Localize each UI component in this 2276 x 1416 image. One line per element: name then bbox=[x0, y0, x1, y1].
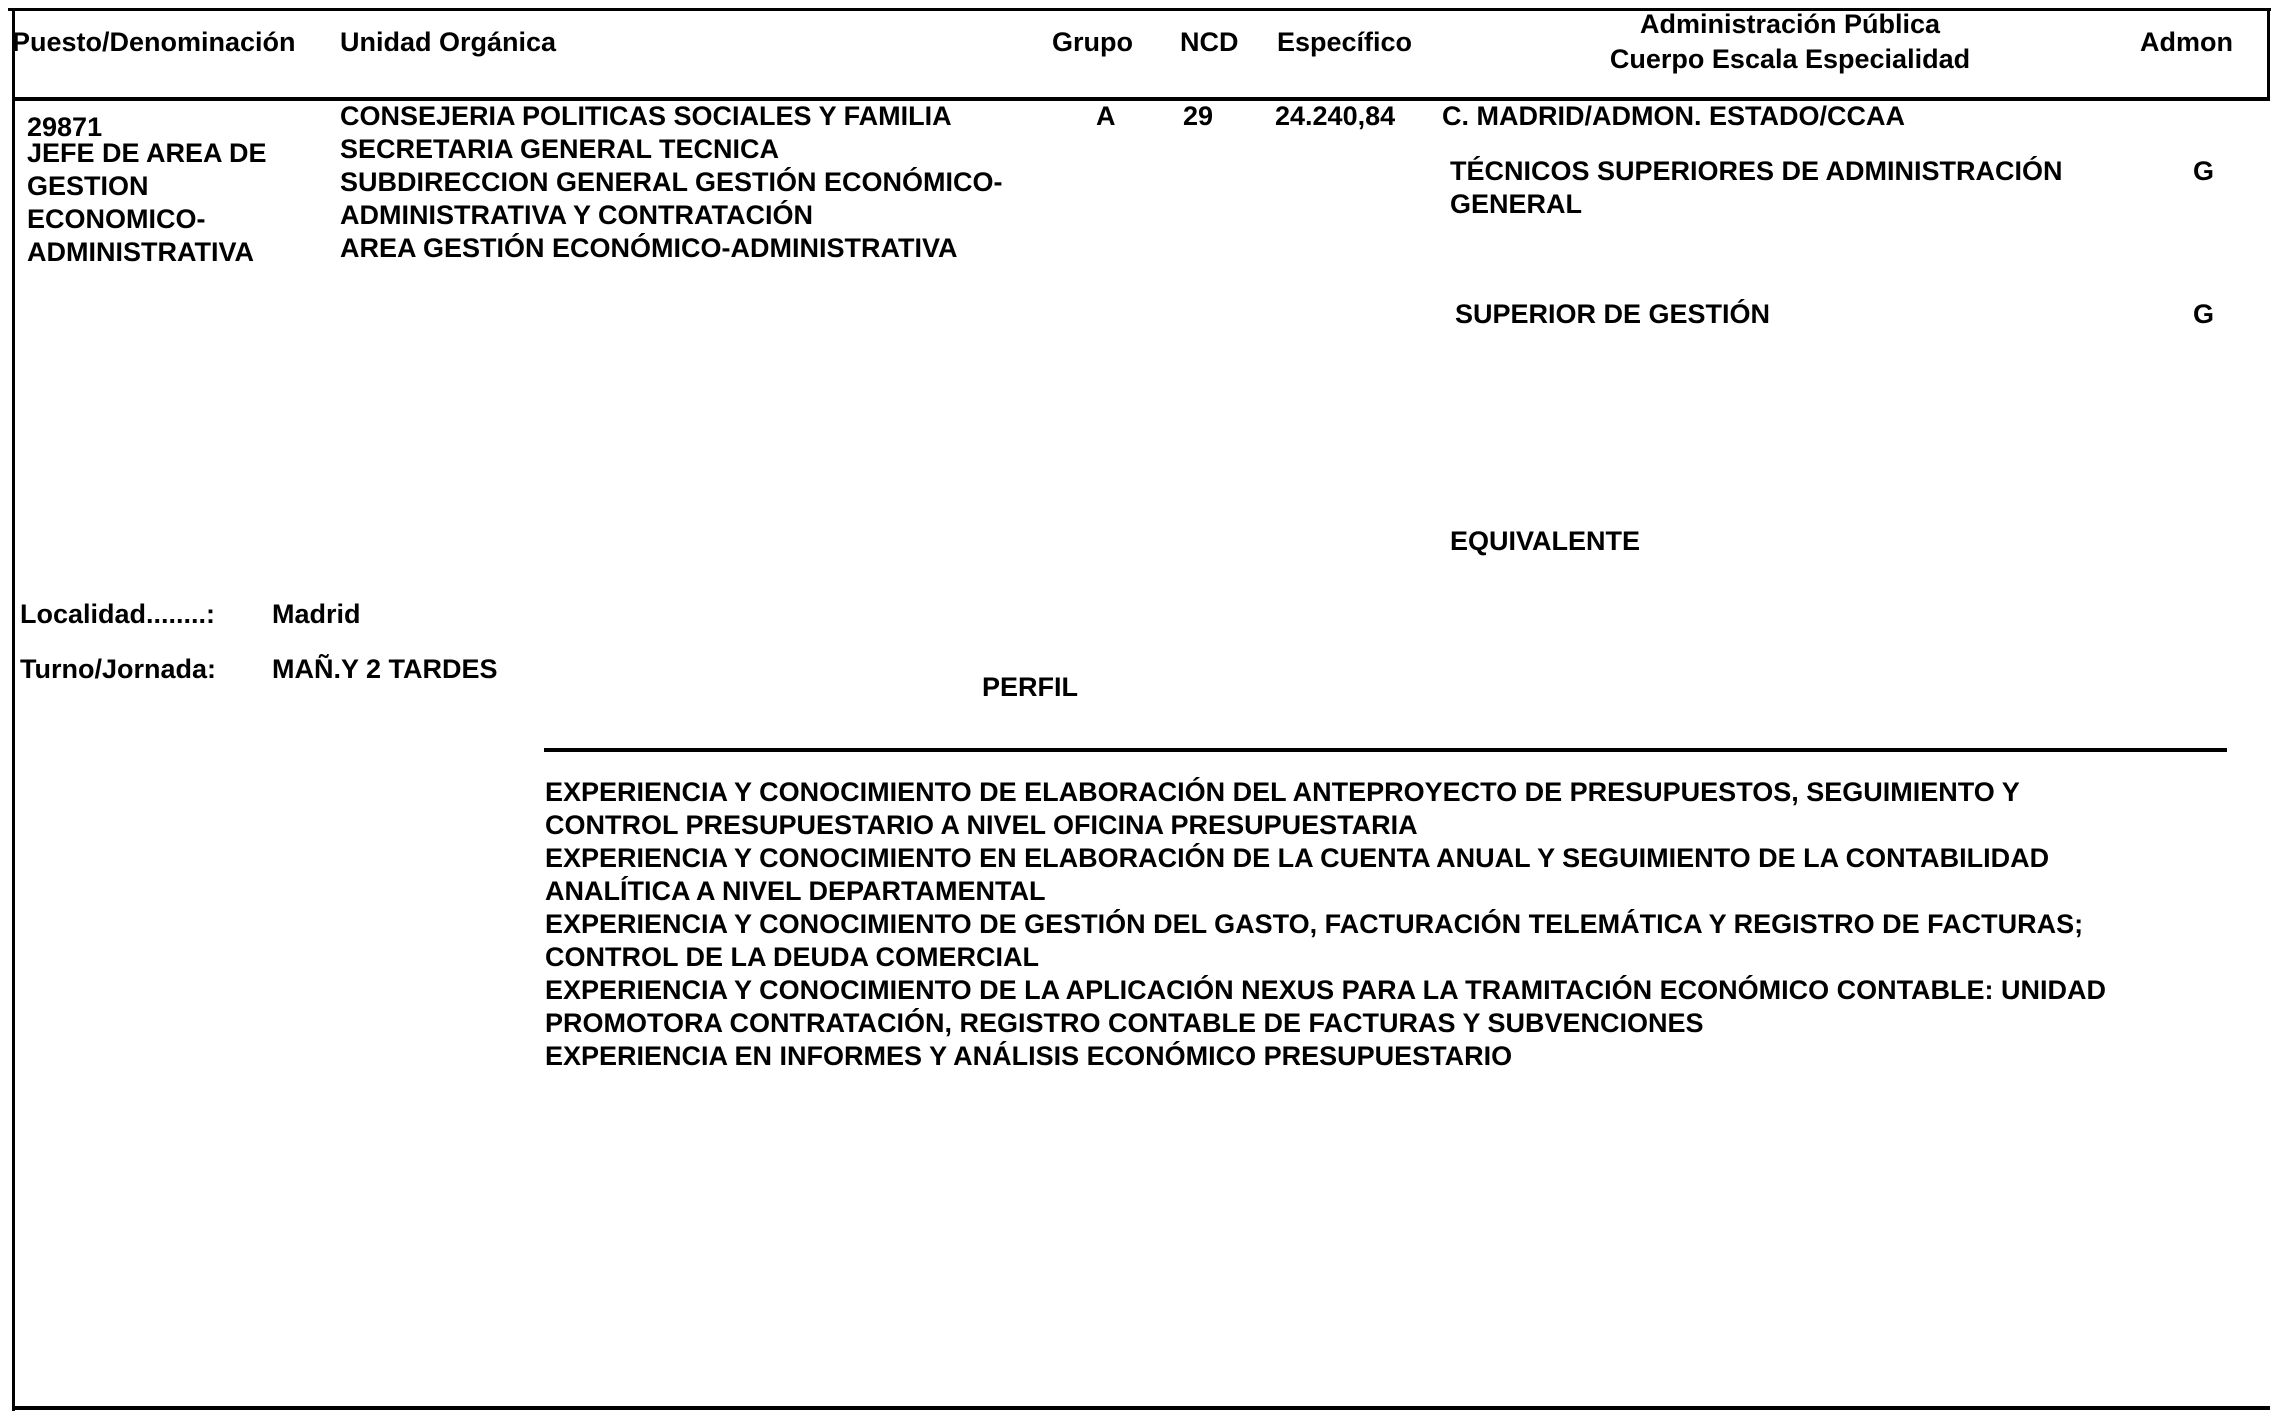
record-cuerpo-1-line: TÉCNICOS SUPERIORES DE ADMINISTRACIÓN bbox=[1450, 156, 2063, 186]
record-unidad bbox=[340, 100, 1003, 265]
header-puesto: Puesto/Denominación bbox=[12, 27, 296, 57]
perfil-line: CONTROL PRESUPUESTARIO A NIVEL OFICINA PRESUPUESTARIA bbox=[545, 810, 1418, 840]
frame-left-border bbox=[12, 8, 15, 1411]
record-unidad-line: SUBDIRECCION GENERAL GESTIÓN ECONÓMICO- bbox=[340, 167, 1003, 197]
frame-bottom-border bbox=[12, 1406, 2270, 1410]
turno-label: Turno/Jornada: bbox=[20, 654, 217, 684]
perfil-line: EXPERIENCIA Y CONOCIMIENTO DE ELABORACIÓN DEL ANTEPROYECTO DE PRESUPUESTOS, SEGUIMIENTO Y bbox=[545, 777, 2020, 807]
header-grupo: Grupo bbox=[1052, 27, 1133, 57]
record-cuerpo-1 bbox=[1450, 155, 2063, 221]
record-admon-2: G bbox=[2193, 299, 2215, 329]
header-admon: Admon bbox=[2140, 27, 2233, 57]
perfil-title: PERFIL bbox=[982, 672, 1079, 702]
perfil-line: EXPERIENCIA EN INFORMES Y ANÁLISIS ECONÓMICO PRESUPUESTARIO bbox=[545, 1041, 1513, 1071]
record-admon-1: G bbox=[2193, 156, 2215, 186]
record-grupo: A bbox=[1096, 101, 1116, 131]
record-unidad-line: SECRETARIA GENERAL TECNICA bbox=[340, 134, 780, 164]
perfil-text bbox=[545, 776, 2106, 1073]
header-cuerpo-escala: Cuerpo Escala Especialidad bbox=[1609, 44, 1971, 74]
perfil-line: ANALÍTICA A NIVEL DEPARTAMENTAL bbox=[545, 876, 1046, 906]
perfil-line: EXPERIENCIA Y CONOCIMIENTO DE LA APLICACIÓN NEXUS PARA LA TRAMITACIÓN ECONÓMICO CONTABLE: UNIDAD bbox=[545, 975, 2107, 1005]
header-ncd: NCD bbox=[1180, 27, 1239, 57]
perfil-line: PROMOTORA CONTRATACIÓN, REGISTRO CONTABLE DE FACTURAS Y SUBVENCIONES bbox=[545, 1008, 1704, 1038]
record-ncd: 29 bbox=[1183, 101, 1214, 131]
record-equivalente: EQUIVALENTE bbox=[1450, 526, 1641, 556]
record-unidad-line: CONSEJERIA POLITICAS SOCIALES Y FAMILIA bbox=[340, 101, 952, 131]
perfil-line: EXPERIENCIA Y CONOCIMIENTO EN ELABORACIÓN DE LA CUENTA ANUAL Y SEGUIMIENTO DE LA CONTABILIDAD bbox=[545, 843, 2050, 873]
record-unidad-line: AREA GESTIÓN ECONÓMICO-ADMINISTRATIVA bbox=[340, 233, 958, 263]
header-unidad: Unidad Orgánica bbox=[340, 27, 557, 57]
record-title-line: JEFE DE AREA DE bbox=[27, 138, 267, 168]
header-admin-publica: Administración Pública bbox=[1639, 9, 1941, 39]
header-especifico: Específico bbox=[1277, 27, 1413, 57]
record-title-line: ECONOMICO- bbox=[27, 204, 206, 234]
record-title-line: GESTION bbox=[27, 171, 149, 201]
record-especifico: 24.240,84 bbox=[1275, 101, 1396, 131]
record-code: 29871 bbox=[27, 112, 103, 142]
record-title-line: ADMINISTRATIVA bbox=[27, 237, 254, 267]
record-cuerpo-1-line: GENERAL bbox=[1450, 189, 1583, 219]
perfil-line: CONTROL DE LA DEUDA COMERCIAL bbox=[545, 942, 1039, 972]
record-administracion: C. MADRID/ADMON. ESTADO/CCAA bbox=[1442, 101, 1905, 131]
record-unidad-line: ADMINISTRATIVA Y CONTRATACIÓN bbox=[340, 200, 813, 230]
localidad-value: Madrid bbox=[272, 599, 361, 629]
localidad-label: Localidad........: bbox=[20, 599, 216, 629]
perfil-line: EXPERIENCIA Y CONOCIMIENTO DE GESTIÓN DEL GASTO, FACTURACIÓN TELEMÁTICA Y REGISTRO DE FACTURAS; bbox=[545, 909, 2084, 939]
frame-right-border bbox=[2267, 8, 2270, 101]
turno-value: MAÑ.Y 2 TARDES bbox=[272, 654, 498, 684]
record-cuerpo-2: SUPERIOR DE GESTIÓN bbox=[1455, 299, 1771, 329]
record-title bbox=[27, 137, 267, 269]
perfil-divider bbox=[544, 748, 2227, 752]
